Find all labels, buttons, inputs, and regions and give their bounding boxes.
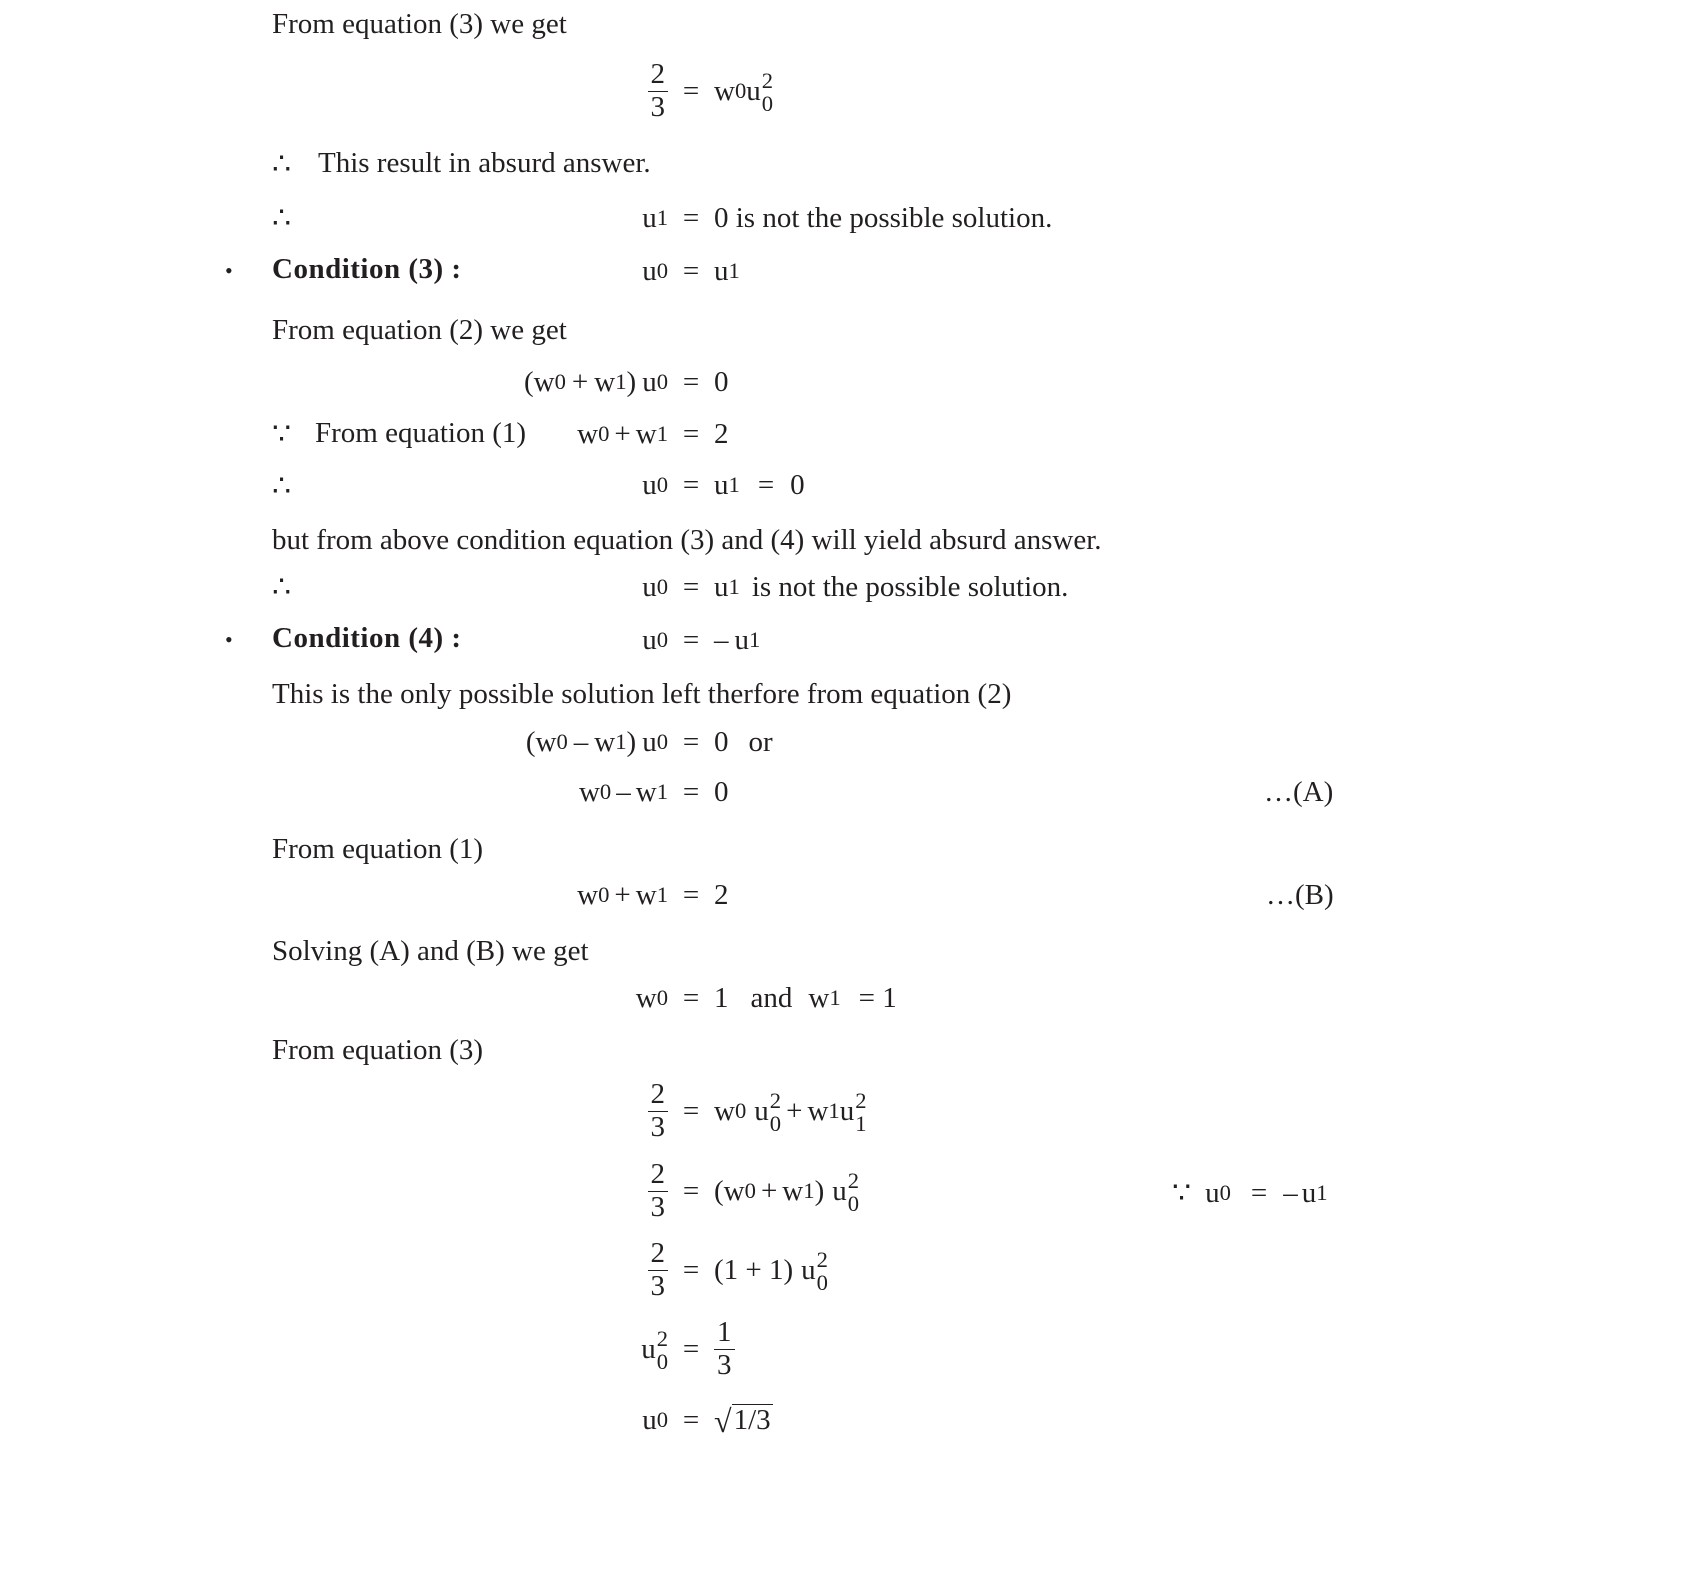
text-but-from-above: but from above condition equation (3) and (4) will yield absurd answer. <box>272 524 1102 556</box>
equation-two-thirds-w0-plus-w1-u0sq: $\frac{2}{3}$ = ( w 0 + w 1 ) u 2 0 <box>550 1160 859 1222</box>
equation-w0-plus-w1-eq-2: w 0 + w 1 = 2 <box>577 417 729 450</box>
equation-tag-b: …(B) <box>1266 879 1334 911</box>
text-from-eq3: From equation (3) <box>272 1034 484 1066</box>
therefore-symbol: ∴ <box>272 470 292 503</box>
equation-w0-minus-w1-eq-0: w 0 – w 1 = 0 <box>578 775 729 808</box>
equation-two-thirds-two-u0sq: $\frac{2}{3}$ = (1 + 1) u 2 0 <box>550 1239 828 1301</box>
heading-condition-4: Condition (4) : <box>272 622 462 654</box>
fraction-two-thirds: $\frac{2}{3}$ <box>648 59 669 123</box>
equation-u0-eq-u1-not-solution: u 0 = u 1 is not the possible solution. <box>642 570 1069 603</box>
bullet-icon: • <box>225 258 233 283</box>
equation-u0sq-eq-one-third: u 2 0 = $\frac{1}{3}$ <box>550 1318 735 1380</box>
equation-two-thirds-w0u0sq-plus-w1u1sq: $\frac{2}{3}$ = w 0 u 2 0 + w 1 u 2 1 <box>550 1080 867 1142</box>
equation-u0-eq-u1-eq-0: u 0 = u 1 = 0 <box>642 468 805 501</box>
text-absurd-result: This result in absurd answer. <box>318 147 651 179</box>
fraction-two-thirds: $\frac{2}{3}$ <box>648 1079 669 1143</box>
equation-u0-eq-u1: u 0 = u 1 <box>642 254 740 287</box>
note-because-u0-eq-minus-u1: ∵ u 0 = – u 1 <box>1172 1176 1328 1210</box>
square-root: √ 1/3 <box>714 1402 771 1439</box>
equation-two-thirds-w0u0sq: $\frac{2}{3}$ = w 0 u 2 0 <box>550 60 773 122</box>
text-from-eq1-inline: From equation (1) <box>315 417 527 449</box>
text-solving-a-and-b: Solving (A) and (B) we get <box>272 935 589 967</box>
heading-condition-3: Condition (3) : <box>272 253 462 285</box>
equation-w0-eq-1-and-w1-eq-1: w 0 = 1 and w 1 = 1 <box>635 981 897 1014</box>
text-only-possible-solution: This is the only possible solution left therfore from equation (2) <box>272 678 1012 710</box>
because-symbol: ∵ <box>1172 1176 1192 1210</box>
equation-w0-minus-w1-u0-eq-0: ( w 0 – w 1 ) u 0 = 0 or <box>525 725 773 758</box>
equation-u0-eq-minus-u1: u 0 = – u 1 <box>642 623 761 656</box>
equation-w0-plus-w1-u0-eq-0: ( w 0 + w 1 ) u 0 = 0 <box>523 365 729 398</box>
equation-u0-eq-sqrt-one-third: u 0 = √ 1/3 <box>642 1402 771 1439</box>
because-symbol: ∵ <box>272 418 292 451</box>
text-from-eq3-we-get: From equation (3) we get <box>272 8 567 40</box>
bullet-icon: • <box>225 627 233 652</box>
equation-tag-a: …(A) <box>1264 776 1334 808</box>
text-from-eq2-we-get: From equation (2) we get <box>272 314 567 346</box>
fraction-one-third: $\frac{1}{3}$ <box>714 1317 735 1381</box>
text-from-eq1: From equation (1) <box>272 833 484 865</box>
therefore-symbol: ∴ <box>272 148 292 181</box>
equation-w0-plus-w1-eq-2-b: w 0 + w 1 = 2 <box>577 878 729 911</box>
therefore-symbol: ∴ <box>272 571 292 604</box>
fraction-two-thirds: $\frac{2}{3}$ <box>648 1238 669 1302</box>
therefore-symbol: ∴ <box>272 202 292 235</box>
equation-u1-eq-0-not-solution: u 1 = 0 is not the possible solution. <box>642 201 1053 234</box>
fraction-two-thirds: $\frac{2}{3}$ <box>648 1159 669 1223</box>
